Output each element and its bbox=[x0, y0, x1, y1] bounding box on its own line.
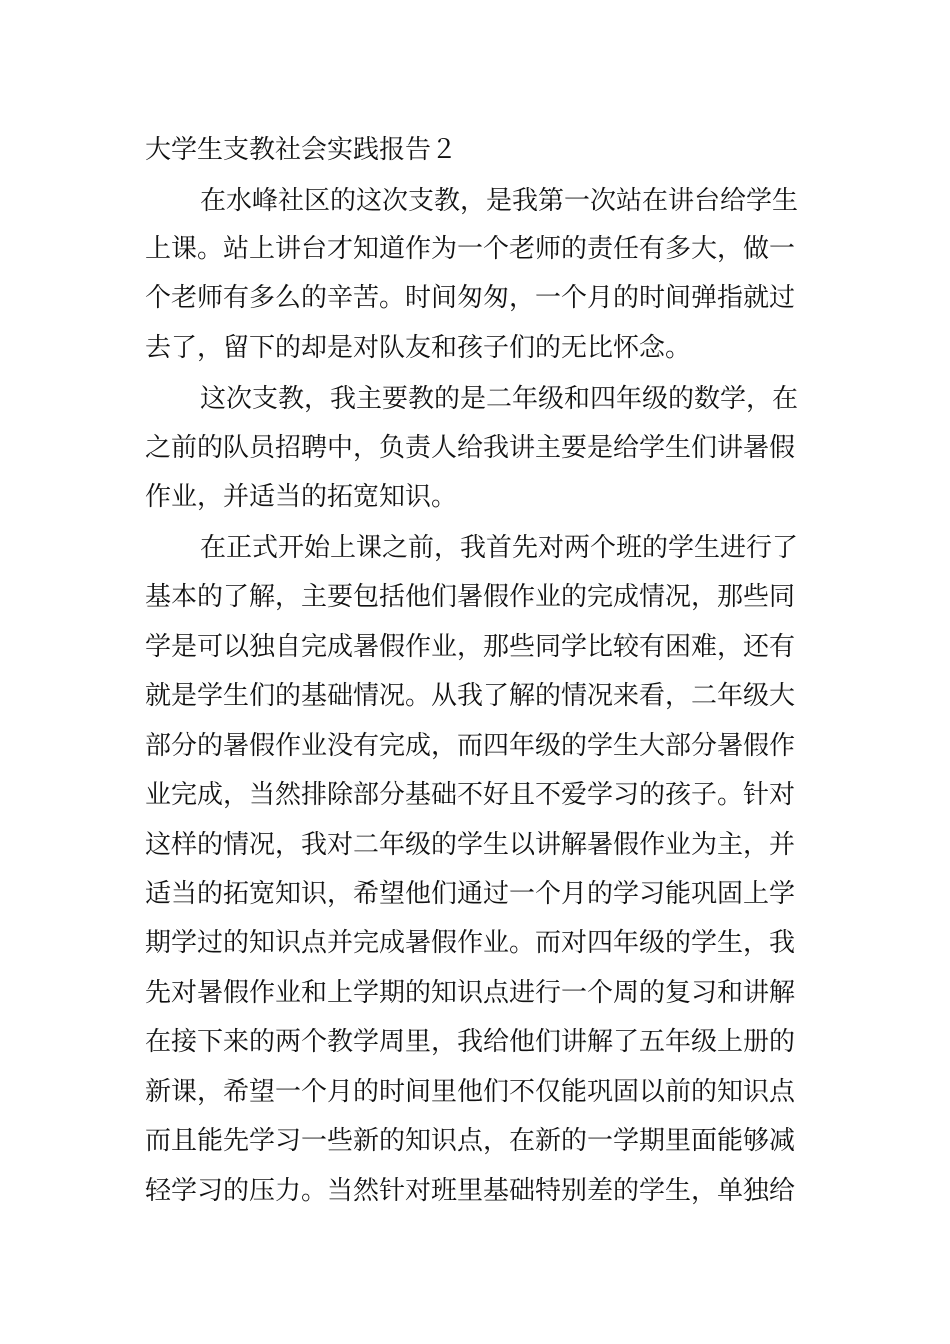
paragraph-line: 去了，留下的却是对队友和孩子们的无比怀念。 bbox=[145, 333, 692, 363]
paragraph-line: 轻学习的压力。当然针对班里基础特别差的学生，单独给 bbox=[145, 1176, 796, 1206]
paragraph-line: 学是可以独自完成暑假作业，那些同学比较有困难，还有 bbox=[145, 632, 796, 662]
paragraph-line: 期学过的知识点并完成暑假作业。而对四年级的学生，我 bbox=[145, 928, 796, 958]
paragraph-line: 而且能先学习一些新的知识点，在新的一学期里面能够减 bbox=[145, 1126, 796, 1156]
paragraph-line: 在接下来的两个教学周里，我给他们讲解了五年级上册的 bbox=[145, 1027, 796, 1057]
paragraph-line: 在正式开始上课之前，我首先对两个班的学生进行了 bbox=[200, 533, 799, 563]
paragraph-line: 作业，并适当的拓宽知识。 bbox=[145, 482, 458, 512]
paragraph-line: 业完成，当然排除部分基础不好且不爱学习的孩子。针对 bbox=[145, 780, 796, 810]
paragraph-line: 这样的情况，我对二年级的学生以讲解暑假作业为主，并 bbox=[145, 830, 796, 860]
paragraph-line: 部分的暑假作业没有完成，而四年级的学生大部分暑假作 bbox=[145, 731, 796, 761]
paragraph-line: 基本的了解，主要包括他们暑假作业的完成情况，那些同 bbox=[145, 582, 796, 612]
paragraph-line: 就是学生们的基础情况。从我了解的情况来看，二年级大 bbox=[145, 681, 796, 711]
paragraph-line: 先对暑假作业和上学期的知识点进行一个周的复习和讲解 bbox=[145, 978, 796, 1008]
paragraph-line: 在水峰社区的这次支教，是我第一次站在讲台给学生 bbox=[200, 186, 799, 216]
paragraph-line: 上课。站上讲台才知道作为一个老师的责任有多大，做一 bbox=[145, 234, 796, 264]
document-title: 大学生支教社会实践报告２ bbox=[145, 135, 458, 165]
paragraph-line: 之前的队员招聘中，负责人给我讲主要是给学生们讲暑假 bbox=[145, 433, 796, 463]
paragraph-line: 个老师有多么的辛苦。时间匆匆，一个月的时间弹指就过 bbox=[145, 283, 796, 313]
paragraph-line: 适当的拓宽知识，希望他们通过一个月的学习能巩固上学 bbox=[145, 879, 796, 909]
paragraph-line: 这次支教，我主要教的是二年级和四年级的数学，在 bbox=[200, 384, 799, 414]
paragraph-line: 新课，希望一个月的时间里他们不仅能巩固以前的知识点 bbox=[145, 1077, 796, 1107]
